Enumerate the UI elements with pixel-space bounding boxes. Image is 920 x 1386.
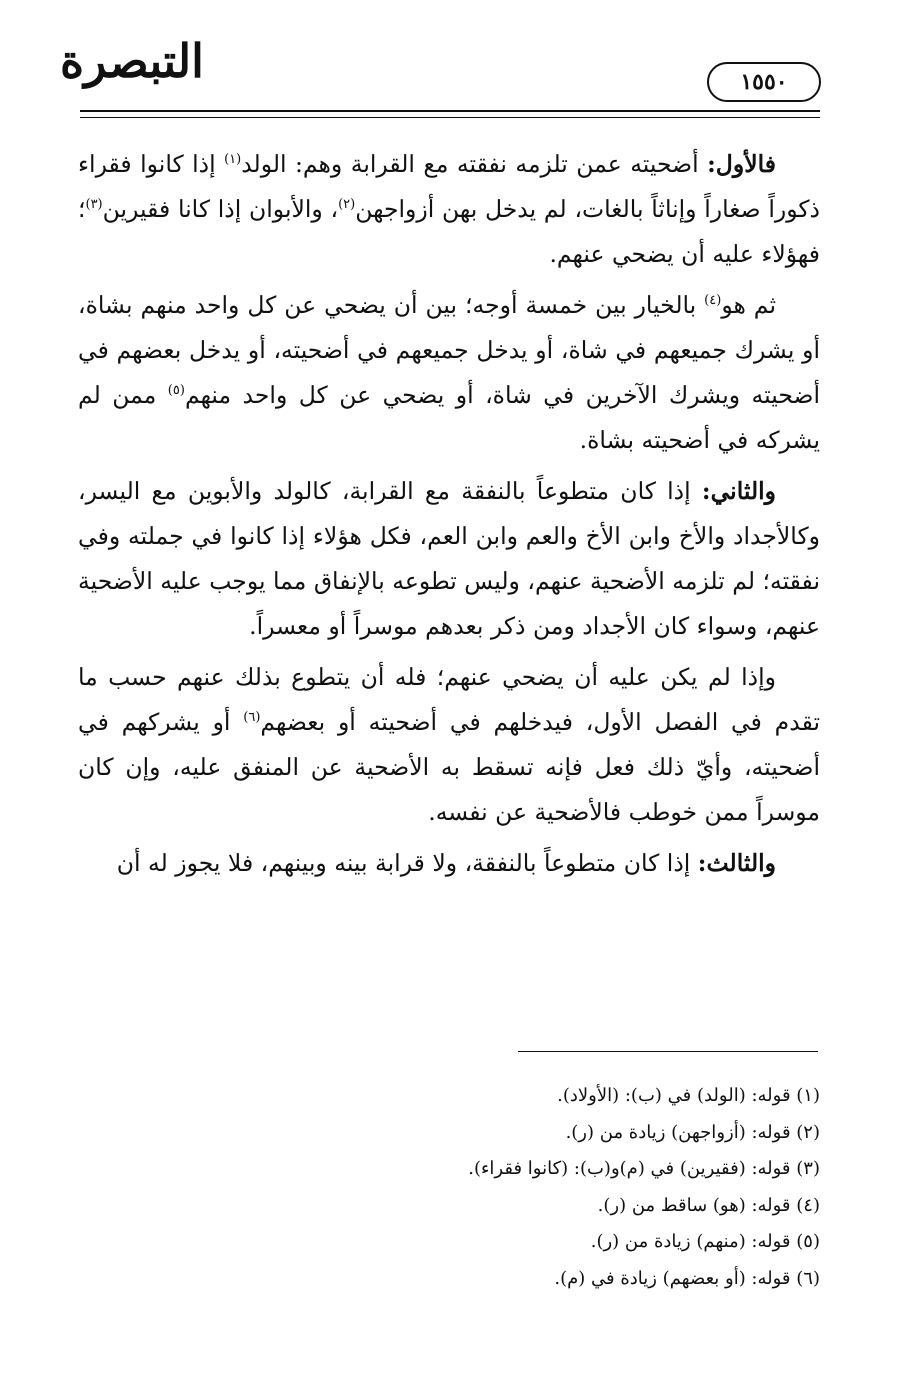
paragraph-text: ممن لم يشركه في أضحيته بشاة. <box>78 381 820 454</box>
paragraph-text: ؛ فهؤلاء عليه أن يضحي عنهم. <box>78 195 820 268</box>
paragraph-text: بالخيار بين خمسة أوجه؛ بين أن يضحي عن كل واحد منهم بشاة، أو يشرك جميعهم في شاة، أو يدخل جميعهم في أضحيته، أو يدخل بعضهم في أضحيته ويشرك الآخرين في شاة، أو يضحي عن كل واحد منهم <box>78 291 820 409</box>
paragraph-text: إذا كان متطوعاً بالنفقة مع القرابة، كالولد والأبوين مع اليسر، وكالأجداد والأخ وابن الأخ والعم وابن العم، فكل هؤلاء إذا كانوا في جملته وفي نفقته؛ لم تلزمه الأضحية عنهم، وليس تطوعه بالإنفاق مما يوجب عليه الأضحية عنهم، وسواء كان الأجداد ومن ذكر بعدهم موسراً أو معسراً. <box>78 477 820 640</box>
footnotes <box>78 1078 820 1297</box>
paragraph-text: ثم هو <box>721 291 776 319</box>
footnote-ref: (١) <box>224 152 242 168</box>
header-rule-thick <box>80 110 820 112</box>
paragraph-text: ، والأبوان إذا كانا فقيرين <box>102 195 339 223</box>
footnote: (٢) قوله: (أزواجهن) زيادة من (ر). <box>565 1121 820 1143</box>
paragraph <box>78 655 820 835</box>
header-rule-thin <box>80 117 820 118</box>
footnote-ref: (٢) <box>338 197 356 213</box>
paragraph-text: أضحيته عمن تلزمه نفقته مع القرابة وهم: الولد <box>241 150 708 178</box>
paragraph-lead: والثاني: <box>701 477 776 505</box>
paragraph <box>78 142 820 277</box>
page-number-badge: ١٥٥٠ <box>707 62 821 102</box>
paragraph-text: أو يشركهم في أضحيته، وأيّ ذلك فعل فإنه تسقط به الأضحية عن المنفق عليه، وإن كان موسراً ممن خوطب فالأضحية عن نفسه. <box>78 708 820 826</box>
footnote: (٤) قوله: (هو) ساقط من (ر). <box>597 1194 820 1216</box>
footnote: (٣) قوله: (فقيرين) في (م)و(ب): (كانوا فقراء). <box>468 1158 820 1179</box>
paragraph <box>78 841 820 886</box>
paragraph-lead: فالأول: <box>707 150 776 178</box>
book-title: التبصرة <box>60 34 204 88</box>
footnote-ref: (٥) <box>167 383 185 399</box>
footnote-ref: (٣) <box>85 197 103 213</box>
footnote: (٥) قوله: (منهم) زيادة من (ر). <box>590 1231 820 1252</box>
footnote-separator <box>518 1051 818 1052</box>
footnote: (١) قوله: (الولد) في (ب): (الأولاد). <box>557 1085 820 1106</box>
paragraph <box>78 469 820 649</box>
main-text <box>78 142 820 892</box>
footnote: (٦) قوله: (أو بعضهم) زيادة في (م). <box>554 1267 820 1289</box>
footnote-ref: (٤) <box>704 293 722 309</box>
paragraph-text: وإذا لم يكن عليه أن يضحي عنهم؛ فله أن يتطوع بذلك عنهم حسب ما تقدم في الفصل الأول، فيدخلهم في أضحيته أو بعضهم <box>78 663 820 736</box>
paragraph <box>78 283 820 463</box>
footnote-ref: (٦) <box>243 710 261 726</box>
paragraph-text: إذا كان متطوعاً بالنفقة، ولا قرابة بينه وبينهم، فلا يجوز له أن <box>116 849 698 877</box>
paragraph-text: إذا كانوا فقراء ذكوراً صغاراً وإناثاً بالغات، لم يدخل بهن أزواجهن <box>78 150 820 223</box>
paragraph-lead: والثالث: <box>697 849 776 877</box>
